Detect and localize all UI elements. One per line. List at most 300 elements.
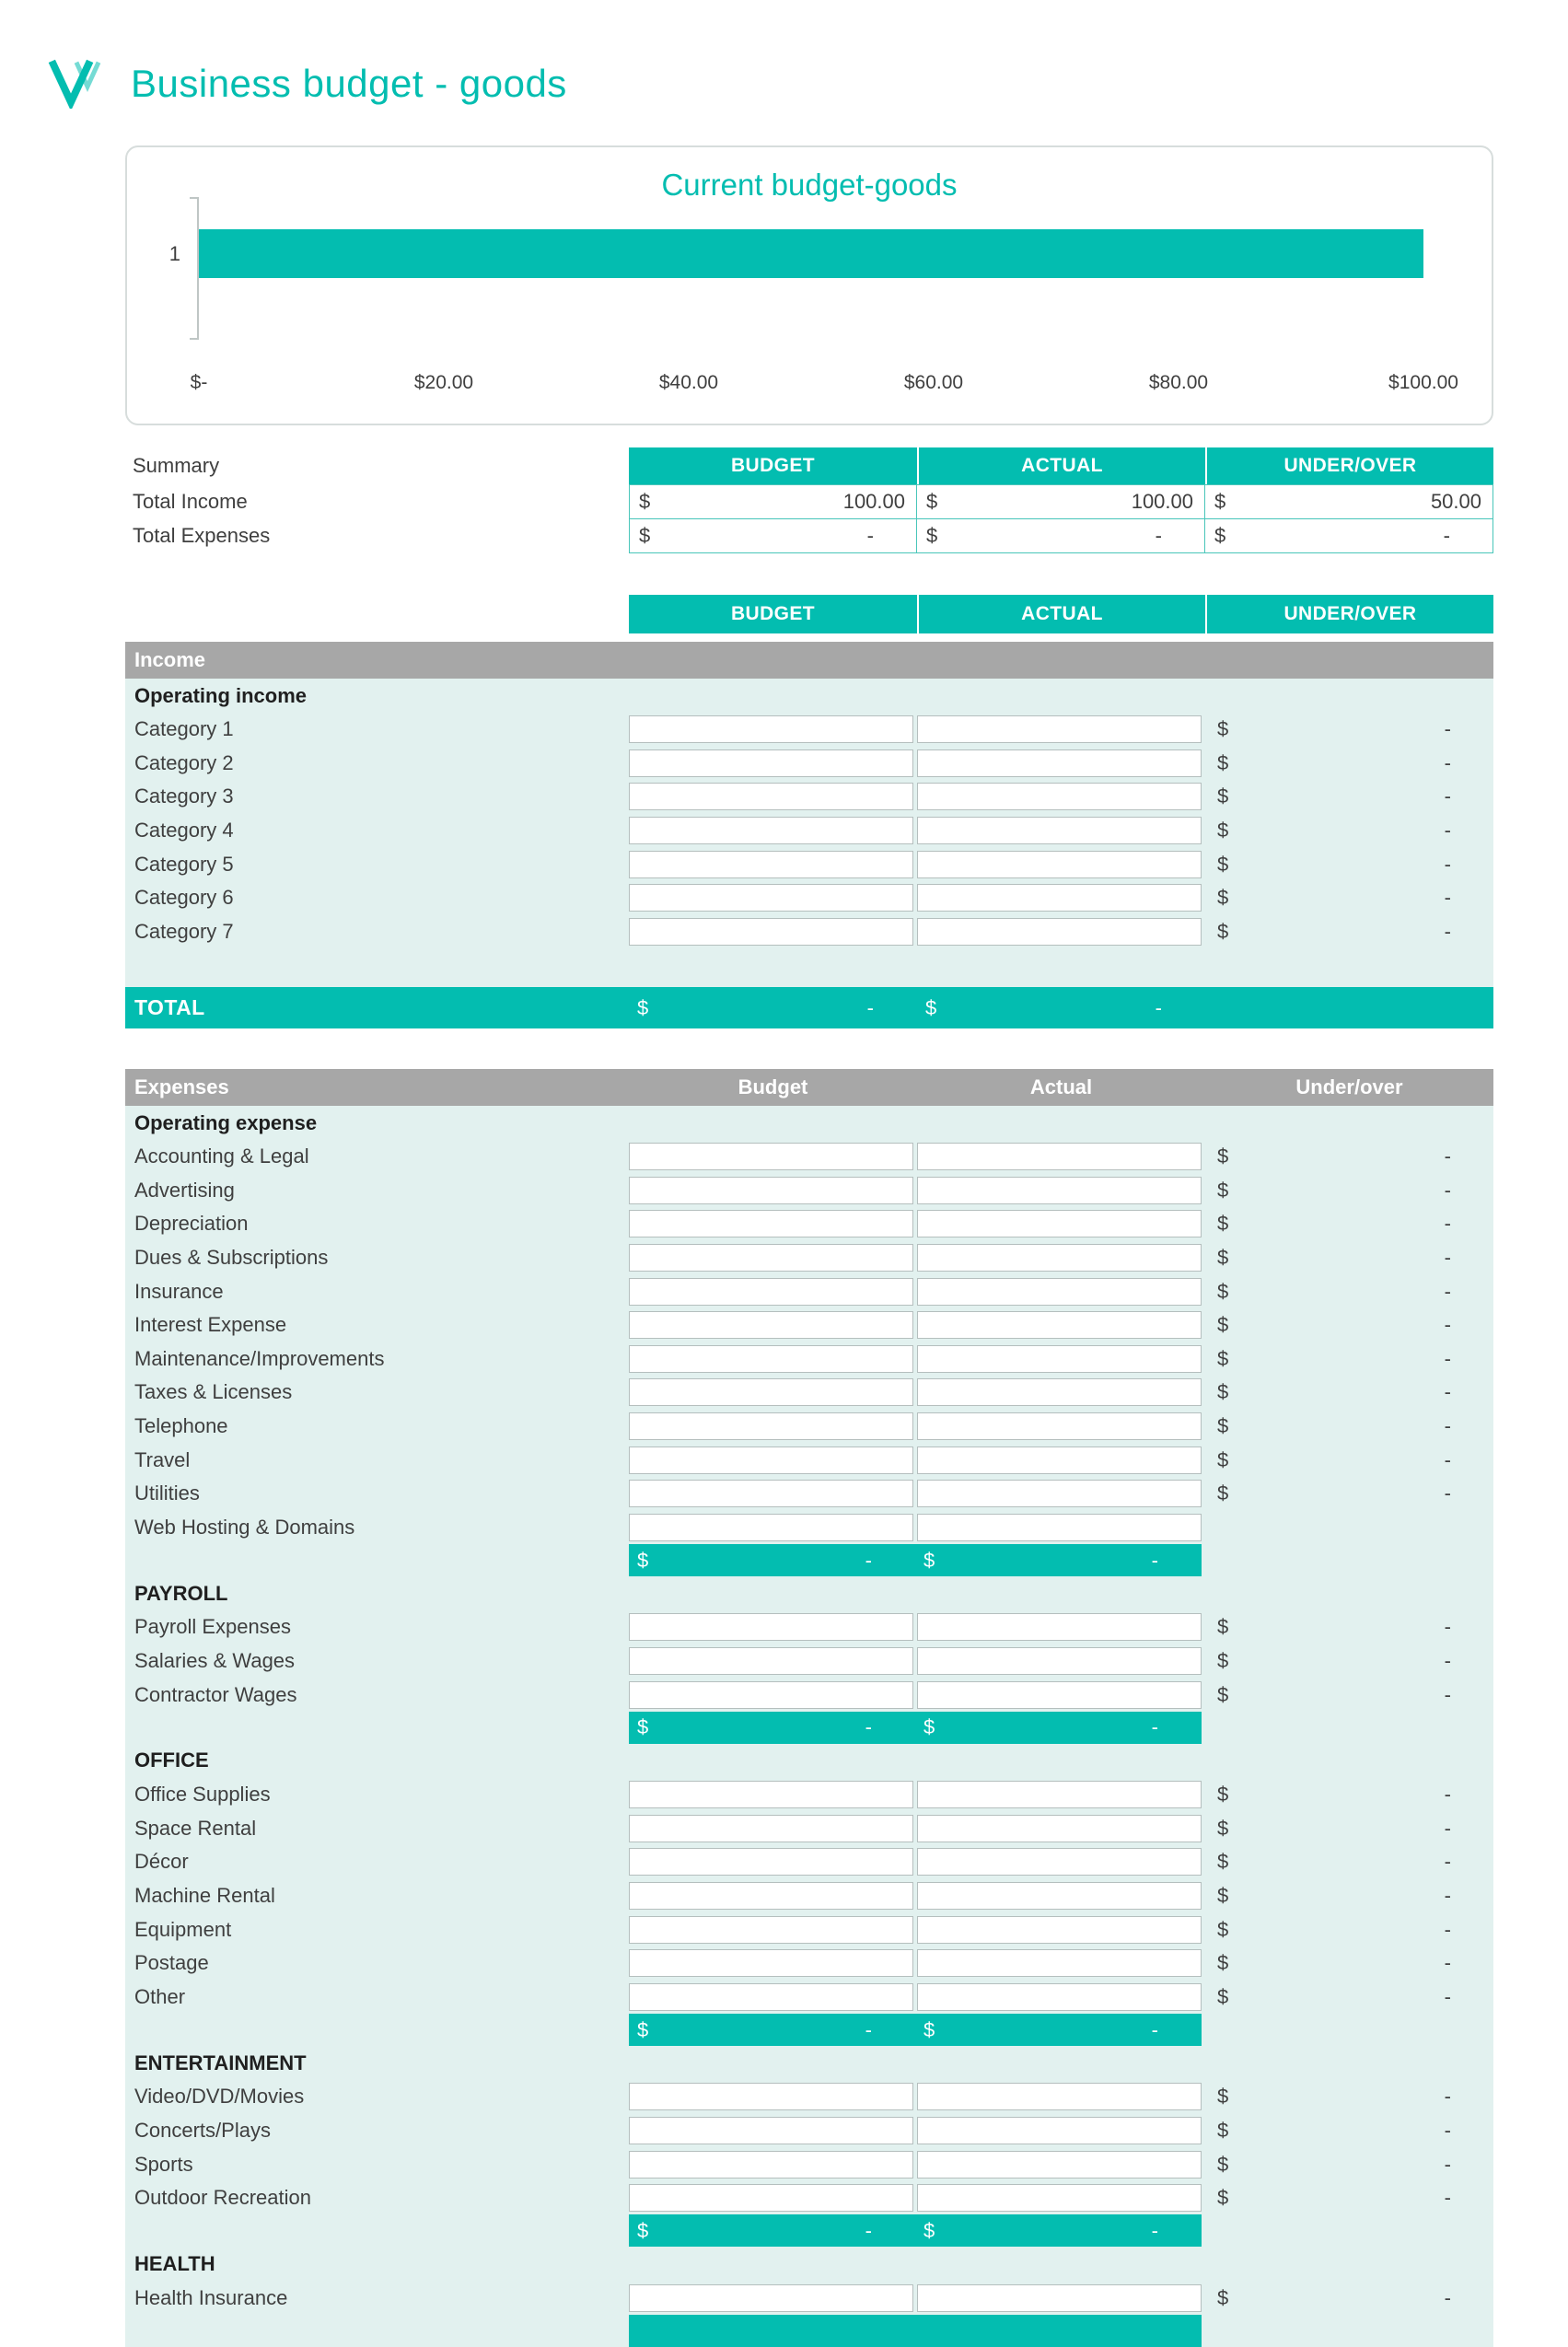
budget-cell-wrap — [629, 1983, 917, 2011]
budget-cell-wrap — [629, 1447, 917, 1474]
subtotal-budget-cell — [629, 1544, 915, 1576]
actual-cell-wrap — [917, 1781, 1205, 1808]
budget-value: 100.00 — [842, 490, 905, 513]
actual-cell-wrap — [917, 749, 1205, 777]
actual-input-cell[interactable] — [917, 1882, 1202, 1910]
income-category-label: Category 4 — [134, 819, 234, 842]
expense-item-label: Accounting & Legal — [134, 1144, 309, 1168]
summary-label: Summary — [133, 454, 220, 477]
budget-input-cell[interactable] — [629, 1781, 913, 1808]
budget-input-cell[interactable] — [629, 851, 913, 878]
actual-input-cell[interactable] — [917, 1647, 1202, 1675]
subtotal-row — [125, 2214, 1493, 2247]
income-category-row — [125, 713, 1493, 747]
expense-group — [125, 1106, 1493, 1576]
underover-value: - — [1444, 1615, 1451, 1639]
underover-cell[interactable] — [1205, 1879, 1493, 1913]
budget-input-cell[interactable] — [629, 1311, 913, 1339]
expense-group-header — [125, 2046, 1493, 2080]
currency-symbol: $ — [1217, 750, 1229, 774]
budget-input-cell[interactable] — [629, 1412, 913, 1440]
currency-symbol: $ — [1217, 819, 1229, 842]
currency-symbol: $ — [1217, 1212, 1229, 1236]
expense-group-header — [125, 1106, 1493, 1140]
subtotal-budget-value: - — [865, 2218, 872, 2242]
summary-underover-cell[interactable] — [1204, 518, 1493, 553]
summary-row-label: Total Expenses — [133, 524, 271, 547]
underover-cell[interactable] — [1205, 881, 1493, 915]
actual-cell-wrap — [917, 1480, 1205, 1507]
actual-cell-wrap — [917, 1681, 1205, 1709]
expense-item-label: Machine Rental — [134, 1883, 275, 1907]
actual-input-cell[interactable] — [917, 2083, 1202, 2110]
chart-card[interactable] — [125, 145, 1493, 425]
currency-symbol: $ — [1217, 1346, 1229, 1370]
budget-input-cell[interactable] — [629, 1613, 913, 1641]
subtotal-band[interactable] — [629, 1712, 1202, 1744]
currency-symbol: $ — [1217, 2285, 1229, 2309]
expense-item-label: Utilities — [134, 1481, 200, 1505]
actual-cell-wrap — [917, 1210, 1205, 1237]
subtotal-budget-value: - — [865, 1548, 872, 1572]
subtotal-actual-value: - — [1151, 2218, 1158, 2242]
underover-cell[interactable] — [1205, 1274, 1493, 1308]
actual-input-cell[interactable] — [917, 783, 1202, 810]
budget-input-cell[interactable] — [629, 1514, 913, 1541]
actual-input-cell[interactable] — [917, 1480, 1202, 1507]
expense-item-row — [125, 1140, 1493, 1174]
actual-cell-wrap — [917, 1949, 1205, 1977]
underover-value: - — [1444, 1783, 1451, 1807]
currency-symbol: $ — [1217, 1178, 1229, 1202]
expense-group-header — [125, 2247, 1493, 2281]
expense-item-label: Telephone — [134, 1414, 228, 1438]
currency-symbol: $ — [1217, 2186, 1229, 2210]
underover-value: - — [1444, 1682, 1451, 1706]
expense-item-label: Health Insurance — [134, 2285, 288, 2309]
underover-cell[interactable] — [1205, 1778, 1493, 1812]
underover-value: - — [1444, 2118, 1451, 2142]
budget-input-cell[interactable] — [629, 1177, 913, 1204]
subtotal-actual-cell — [915, 2014, 1202, 2046]
currency-symbol: $ — [1217, 1380, 1229, 1404]
underover-cell[interactable] — [1205, 2114, 1493, 2148]
actual-input-cell[interactable] — [917, 1345, 1202, 1373]
underover-value: - — [1444, 1917, 1451, 1941]
underover-cell[interactable] — [1205, 1410, 1493, 1444]
budget-input-cell[interactable] — [629, 1480, 913, 1507]
actual-input-cell[interactable] — [917, 1278, 1202, 1306]
actual-input-cell[interactable] — [917, 2184, 1202, 2212]
actual-input-cell[interactable] — [917, 918, 1202, 946]
underover-value: - — [1444, 1144, 1451, 1168]
currency-symbol: $ — [923, 2218, 935, 2242]
underover-cell[interactable] — [1205, 1610, 1493, 1644]
total-actual-value: - — [1155, 995, 1162, 1019]
summary-underover-cell[interactable] — [1204, 484, 1493, 519]
underover-cell[interactable] — [1205, 1678, 1493, 1712]
expense-item-label: Video/DVD/Movies — [134, 2085, 305, 2109]
underover-cell[interactable] — [1205, 1845, 1493, 1879]
summary-rows — [125, 484, 1493, 553]
expense-group — [125, 2046, 1493, 2247]
subtotal-band[interactable] — [629, 1544, 1202, 1576]
summary-budget-cell[interactable] — [629, 518, 917, 553]
expense-group — [125, 1576, 1493, 1744]
actual-cell-wrap — [917, 1514, 1205, 1541]
subtotal-budget-value: - — [865, 1715, 872, 1739]
currency-symbol: $ — [639, 524, 651, 547]
actual-input-cell[interactable] — [917, 1514, 1202, 1541]
x-tick-label: $40.00 — [658, 372, 719, 393]
budget-cell-wrap — [629, 1412, 917, 1440]
actual-input-cell[interactable] — [917, 1447, 1202, 1474]
currency-symbol: $ — [1217, 852, 1229, 876]
expense-item-row — [125, 1812, 1493, 1846]
expense-item-row — [125, 1342, 1493, 1377]
budget-cell-wrap — [629, 1916, 917, 1944]
subtotal-actual-cell — [915, 2214, 1202, 2247]
underover-value: - — [1444, 1246, 1451, 1270]
expense-item-row — [125, 1443, 1493, 1477]
logo-icon — [48, 59, 107, 109]
income-category-label: Category 7 — [134, 919, 234, 943]
underover-value: - — [1444, 1346, 1451, 1370]
actual-input-cell[interactable] — [917, 1244, 1202, 1272]
actual-input-cell[interactable] — [917, 1681, 1202, 1709]
underover-column-header: Under/over — [1295, 1075, 1403, 1098]
actual-input-cell[interactable] — [917, 851, 1202, 878]
actual-input-cell[interactable] — [917, 1177, 1202, 1204]
underover-cell[interactable] — [1205, 1443, 1493, 1477]
budget-input-cell[interactable] — [629, 1848, 913, 1876]
budget-input-cell[interactable] — [629, 2151, 913, 2179]
underover-value: - — [1444, 2285, 1451, 2309]
currency-symbol: $ — [1217, 1414, 1229, 1438]
underover-value: - — [1444, 852, 1451, 876]
budget-cell-wrap — [629, 1781, 917, 1808]
actual-input-cell[interactable] — [917, 1311, 1202, 1339]
actual-input-cell[interactable] — [917, 2117, 1202, 2144]
currency-symbol: $ — [1214, 490, 1226, 513]
budget-input-cell[interactable] — [629, 1647, 913, 1675]
chart-title: Current budget-goods — [661, 168, 958, 202]
underover-value: - — [1444, 819, 1451, 842]
expense-item-row — [125, 2080, 1493, 2114]
total-actual-cell[interactable] — [917, 987, 1205, 1028]
summary-budget-cell[interactable] — [629, 484, 917, 519]
underover-value: - — [1444, 1414, 1451, 1438]
underover-cell[interactable] — [1205, 1912, 1493, 1946]
underover-cell[interactable] — [1205, 1376, 1493, 1410]
budget-cell-wrap — [629, 851, 917, 878]
budget-input-cell[interactable] — [629, 1143, 913, 1170]
expense-item-row — [125, 1610, 1493, 1644]
expense-item-label: Dues & Subscriptions — [134, 1246, 329, 1270]
income-category-row — [125, 747, 1493, 781]
actual-cell-wrap — [917, 884, 1205, 912]
subtotal-row — [125, 2014, 1493, 2046]
budget-input-cell[interactable] — [629, 1378, 913, 1406]
actual-cell-wrap — [917, 851, 1205, 878]
underover-value: - — [1444, 2152, 1451, 2176]
budget-column-header: BUDGET — [629, 447, 917, 484]
budget-cell-wrap — [629, 749, 917, 777]
subtotal-band[interactable] — [629, 2315, 1202, 2347]
currency-symbol: $ — [1217, 1279, 1229, 1303]
expense-item-label: Payroll Expenses — [134, 1615, 291, 1639]
actual-input-cell[interactable] — [917, 1916, 1202, 1944]
underover-cell[interactable] — [1205, 1241, 1493, 1275]
budget-input-cell[interactable] — [629, 1244, 913, 1272]
summary-actual-cell[interactable] — [916, 484, 1205, 519]
currency-symbol: $ — [926, 524, 938, 547]
subtotal-row — [125, 1712, 1493, 1744]
underover-cell[interactable] — [1205, 1140, 1493, 1174]
underover-cell[interactable] — [1205, 1644, 1493, 1679]
underover-cell[interactable] — [1205, 2281, 1493, 2315]
actual-input-cell[interactable] — [917, 1983, 1202, 2011]
budget-column-header: Budget — [738, 1075, 808, 1098]
budget-input-cell[interactable] — [629, 1210, 913, 1237]
expense-group — [125, 2247, 1493, 2347]
expense-group — [125, 1744, 1493, 2046]
currency-symbol: $ — [923, 1715, 935, 1739]
actual-input-cell[interactable] — [917, 1815, 1202, 1842]
total-budget-cell[interactable] — [629, 987, 917, 1028]
subtotal-actual-cell — [915, 2315, 1202, 2347]
underover-value: - — [1444, 1883, 1451, 1907]
expense-item-row — [125, 1879, 1493, 1913]
actual-input-cell[interactable] — [917, 884, 1202, 912]
currency-symbol: $ — [1214, 524, 1226, 547]
budget-cell-wrap — [629, 2117, 917, 2144]
currency-symbol: $ — [637, 2218, 649, 2242]
expense-item-rows — [125, 2080, 1493, 2214]
actual-cell-wrap — [917, 1815, 1205, 1842]
summary-row-label: Total Income — [133, 490, 248, 513]
budget-cell-wrap — [629, 1815, 917, 1842]
expense-group-name: ENTERTAINMENT — [134, 2051, 307, 2074]
expense-item-row — [125, 1778, 1493, 1812]
expense-item-label: Salaries & Wages — [134, 1649, 296, 1673]
subtotal-row — [125, 2315, 1493, 2347]
currency-symbol: $ — [1217, 1816, 1229, 1840]
budget-input-cell[interactable] — [629, 2083, 913, 2110]
actual-cell-wrap — [917, 715, 1205, 743]
expense-group-header — [125, 1576, 1493, 1610]
income-section-title: Income — [134, 648, 206, 671]
actual-input-cell[interactable] — [917, 1613, 1202, 1641]
income-category-row — [125, 881, 1493, 915]
budget-input-cell[interactable] — [629, 1278, 913, 1306]
actual-cell-wrap — [917, 1647, 1205, 1675]
underover-cell[interactable] — [1205, 1207, 1493, 1241]
budget-column-header: BUDGET — [629, 595, 917, 633]
budget-input-cell[interactable] — [629, 1916, 913, 1944]
income-total-label: TOTAL — [134, 995, 205, 1020]
subtotal-actual-value: - — [1151, 1715, 1158, 1739]
budget-input-cell[interactable] — [629, 2117, 913, 2144]
actual-input-cell[interactable] — [917, 715, 1202, 743]
expense-groups — [125, 1106, 1493, 2347]
income-category-label: Category 3 — [134, 784, 234, 808]
expense-item-row — [125, 2281, 1493, 2315]
actual-input-cell[interactable] — [917, 817, 1202, 844]
actual-cell-wrap — [917, 2151, 1205, 2179]
total-budget-value: - — [866, 995, 874, 1019]
subtotal-band[interactable] — [629, 2014, 1202, 2046]
expense-item-row — [125, 1511, 1493, 1545]
underover-cell[interactable] — [1205, 1946, 1493, 1981]
budget-value: - — [866, 524, 874, 547]
expense-item-row — [125, 1980, 1493, 2014]
expense-group-name: Operating expense — [134, 1110, 318, 1134]
currency-symbol: $ — [1217, 1917, 1229, 1941]
actual-input-cell[interactable] — [917, 1210, 1202, 1237]
underover-cell[interactable] — [1205, 713, 1493, 747]
actual-input-cell[interactable] — [917, 2284, 1202, 2312]
budget-input-cell[interactable] — [629, 2184, 913, 2212]
expense-item-row — [125, 1410, 1493, 1444]
underover-cell[interactable] — [1205, 2147, 1493, 2181]
underover-value: - — [1444, 1649, 1451, 1673]
currency-symbol: $ — [1217, 784, 1229, 808]
underover-cell[interactable] — [1205, 747, 1493, 781]
underover-cell[interactable] — [1205, 1980, 1493, 2014]
subtotal-band[interactable] — [629, 2214, 1202, 2247]
underover-cell[interactable] — [1205, 1308, 1493, 1342]
budget-cell-wrap — [629, 1244, 917, 1272]
budget-input-cell[interactable] — [629, 884, 913, 912]
income-category-row — [125, 847, 1493, 881]
budget-input-cell[interactable] — [629, 1983, 913, 2011]
budget-cell-wrap — [629, 1143, 917, 1170]
currency-symbol: $ — [637, 2017, 649, 2041]
expense-item-row — [125, 1644, 1493, 1679]
underover-cell[interactable] — [1205, 2181, 1493, 2215]
expense-item-row — [125, 1174, 1493, 1208]
axis-tick-icon — [190, 338, 197, 340]
currency-symbol: $ — [1217, 1246, 1229, 1270]
income-section — [125, 642, 1493, 1028]
currency-symbol: $ — [926, 490, 938, 513]
underover-cell[interactable] — [1205, 1812, 1493, 1846]
page-title: Business budget - goods — [131, 62, 567, 105]
actual-input-cell[interactable] — [917, 1949, 1202, 1977]
chart-plot-area — [199, 229, 1423, 278]
currency-symbol: $ — [1217, 1783, 1229, 1807]
currency-symbol: $ — [1217, 1313, 1229, 1337]
expense-item-label: Web Hosting & Domains — [134, 1515, 355, 1539]
budget-cell-wrap — [629, 1949, 917, 1977]
actual-cell-wrap — [917, 783, 1205, 810]
actual-input-cell[interactable] — [917, 1412, 1202, 1440]
underover-cell[interactable] — [1205, 915, 1493, 949]
underover-column-header: UNDER/OVER — [1205, 595, 1493, 633]
budget-input-cell[interactable] — [629, 715, 913, 743]
budget-input-cell[interactable] — [629, 783, 913, 810]
expense-item-row — [125, 2147, 1493, 2181]
underover-cell[interactable] — [1205, 1477, 1493, 1511]
budget-cell-wrap — [629, 1177, 917, 1204]
underover-cell[interactable] — [1205, 1174, 1493, 1208]
currency-symbol: $ — [637, 1548, 649, 1572]
expense-item-rows — [125, 1778, 1493, 2014]
budget-cell-wrap — [629, 2083, 917, 2110]
actual-input-cell[interactable] — [917, 2151, 1202, 2179]
subtotal-actual-cell — [915, 1712, 1202, 1744]
x-tick-label: $100.00 — [1388, 372, 1458, 393]
summary-row — [125, 518, 1493, 553]
expense-item-label: Sports — [134, 2152, 193, 2176]
income-section-header — [125, 642, 1493, 679]
expense-item-rows — [125, 1140, 1493, 1544]
expense-group-name: OFFICE — [134, 1749, 209, 1772]
budget-input-cell[interactable] — [629, 1815, 913, 1842]
underover-cell[interactable] — [1205, 814, 1493, 848]
expense-item-label: Advertising — [134, 1178, 235, 1202]
actual-input-cell[interactable] — [917, 1781, 1202, 1808]
underover-cell[interactable] — [1205, 847, 1493, 881]
actual-input-cell[interactable] — [917, 1143, 1202, 1170]
actual-cell-wrap — [917, 1143, 1205, 1170]
expense-item-label: Depreciation — [134, 1212, 249, 1236]
budget-input-cell[interactable] — [629, 2284, 913, 2312]
budget-input-cell[interactable] — [629, 817, 913, 844]
subtotal-budget-value: - — [865, 2017, 872, 2041]
income-table — [125, 679, 1493, 987]
underover-cell[interactable] — [1205, 2080, 1493, 2114]
budget-cell-wrap — [629, 918, 917, 946]
underover-value: - — [1444, 1313, 1451, 1337]
budget-input-cell[interactable] — [629, 1345, 913, 1373]
budget-input-cell[interactable] — [629, 749, 913, 777]
currency-symbol: $ — [637, 995, 649, 1019]
expenses-section — [125, 1069, 1493, 2347]
actual-input-cell[interactable] — [917, 1848, 1202, 1876]
underover-cell[interactable] — [1205, 1342, 1493, 1377]
budget-input-cell[interactable] — [629, 1882, 913, 1910]
underover-column-header: UNDER/OVER — [1205, 447, 1493, 484]
budget-input-cell[interactable] — [629, 918, 913, 946]
expense-item-label: Other — [134, 1984, 186, 2008]
budget-input-cell[interactable] — [629, 1949, 913, 1977]
summary-section — [125, 447, 1493, 553]
expense-item-row — [125, 1845, 1493, 1879]
actual-input-cell[interactable] — [917, 749, 1202, 777]
expense-group-name: PAYROLL — [134, 1581, 228, 1605]
budget-input-cell[interactable] — [629, 1681, 913, 1709]
expense-item-label: Postage — [134, 1951, 209, 1975]
underover-cell[interactable] — [1205, 780, 1493, 814]
budget-cell-wrap — [629, 2284, 917, 2312]
expense-group-header — [125, 1744, 1493, 1778]
budget-cell-wrap — [629, 1613, 917, 1641]
actual-column-header: ACTUAL — [917, 595, 1205, 633]
actual-cell-wrap — [917, 2083, 1205, 2110]
underover-cell[interactable] — [1205, 1511, 1493, 1545]
actual-cell-wrap — [917, 817, 1205, 844]
budget-input-cell[interactable] — [629, 1447, 913, 1474]
actual-cell-wrap — [917, 1848, 1205, 1876]
summary-actual-cell[interactable] — [916, 518, 1205, 553]
subtotal-actual-value: - — [1151, 2017, 1158, 2041]
actual-input-cell[interactable] — [917, 1378, 1202, 1406]
subtotal-row — [125, 1544, 1493, 1576]
summary-header-row — [125, 447, 1493, 484]
x-tick-label: $80.00 — [1148, 372, 1209, 393]
